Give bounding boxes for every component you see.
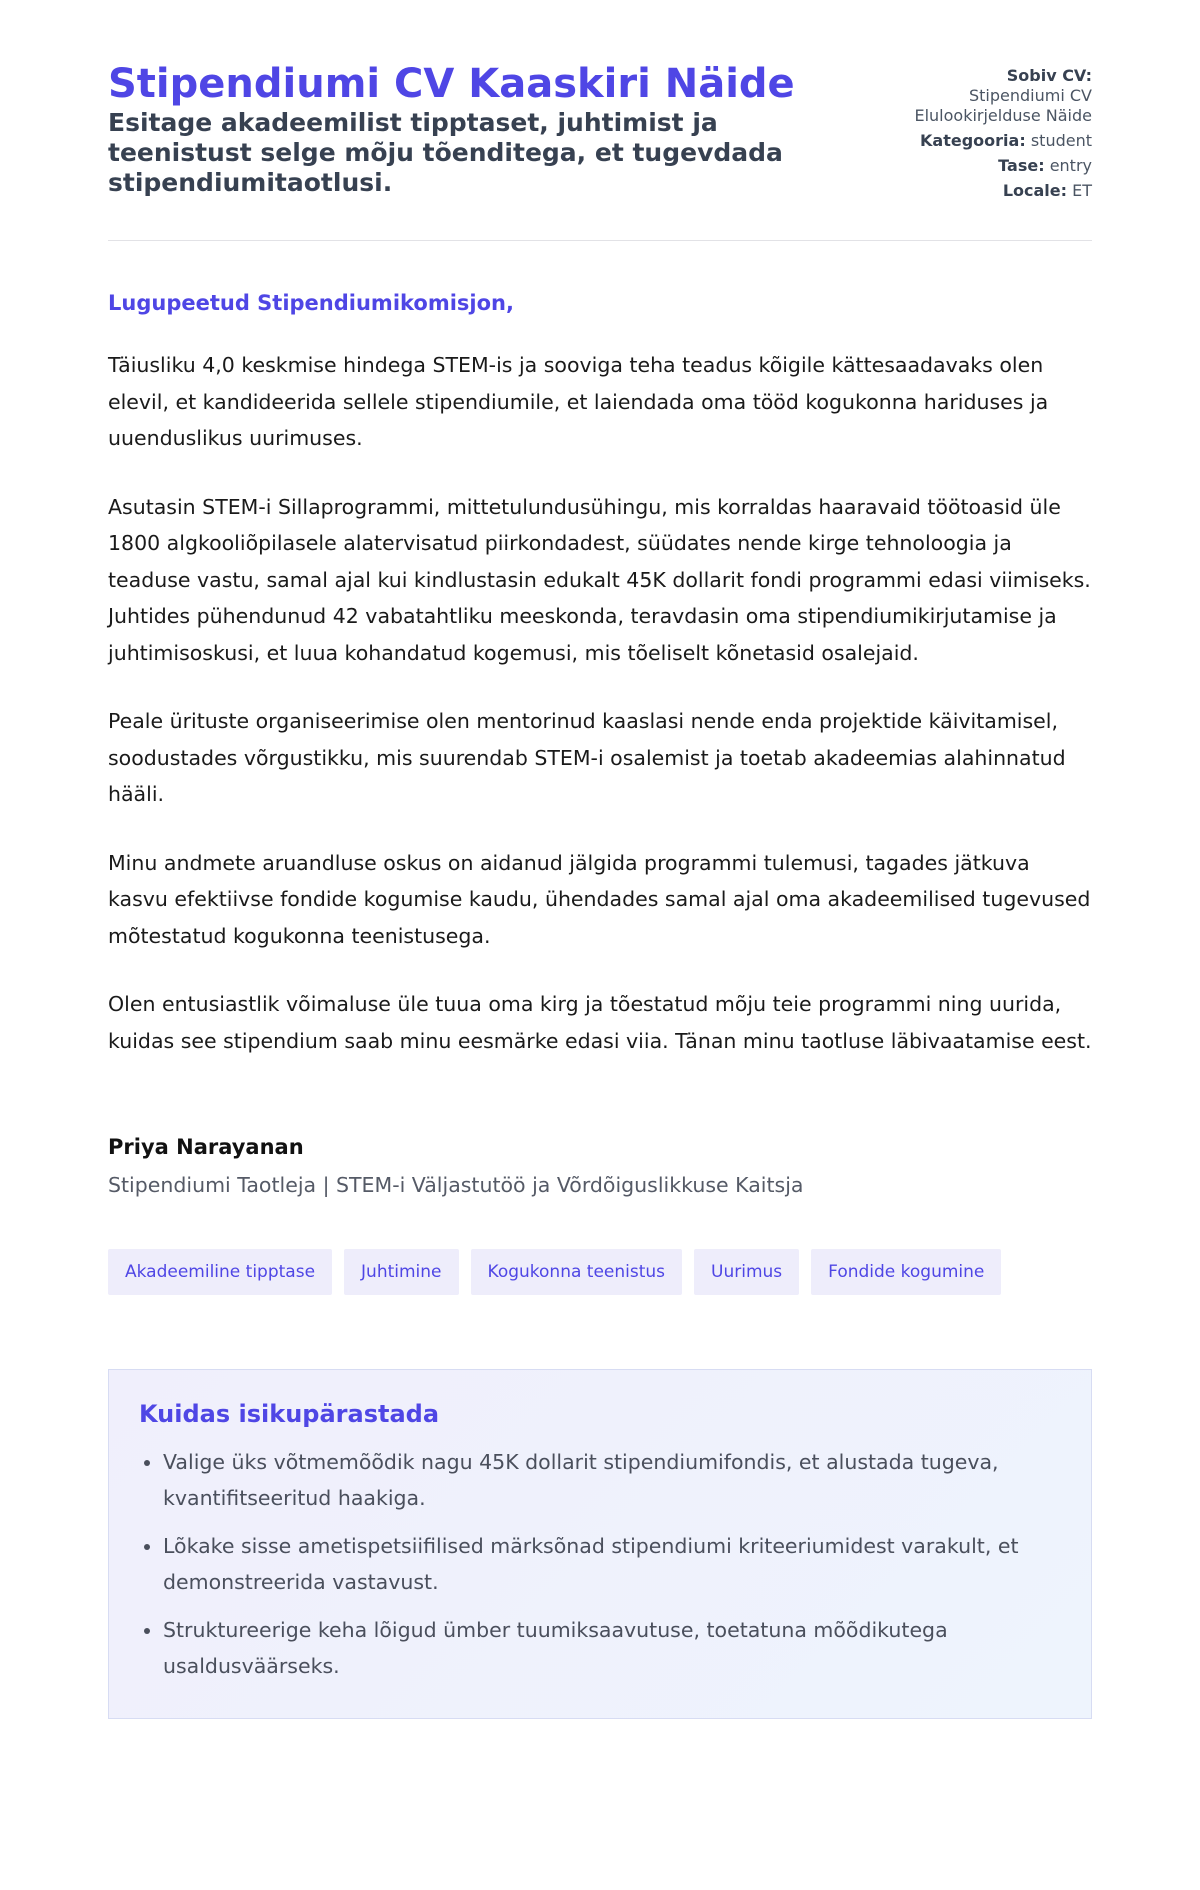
meta-category-label: Kategooria: — [920, 131, 1026, 150]
tag-list — [108, 1249, 1092, 1295]
signature-role: Stipendiumi Taotleja | STEM-i Väljastutöö ja Võrdõiguslikkuse Kaitsja — [108, 1173, 804, 1197]
letter-salutation: Lugupeetud Stipendiumikomisjon, — [108, 291, 514, 315]
meta-fit-cv-line1: Stipendiumi CV — [969, 86, 1092, 105]
meta-locale-label: Locale: — [1002, 181, 1068, 200]
tips-box — [108, 1369, 1092, 1719]
meta-category — [862, 131, 1092, 151]
tips-list — [139, 1444, 1061, 1684]
tips-item: • Struktureerige keha lõigud ümber tuumiksaavutuse, toetatuna mõõdikutega usaldusväärseks. — [163, 1612, 1061, 1684]
tag-chip: Kogukonna teenistus — [471, 1249, 683, 1295]
tips-item: • Lõkake sisse ametispetsiifilised märksõnad stipendiumi kriteeriumidest varakult, et demonstreerida vastavust. — [163, 1528, 1061, 1600]
tag-chip: Akadeemiline tipptase — [108, 1249, 332, 1295]
letter-paragraph: Minu andmete aruandluse oskus on aidanud jälgida programmi tulemusi, tagades jätkuva kasvu efektiivse fondide kogumise kaudu, ühendades samal ajal oma akadeemilised tugevused mõtestatud kogukonna teenistusega. — [108, 850, 1091, 948]
letter-paragraph: Peale ürituste organiseerimise olen mentorinud kaaslasi nende enda projektide käivitamisel, soodustades võrgustikku, mis suurendab STEM-i osalemist ja toetab akadeemias alahinnatud hääli. — [108, 709, 1066, 806]
letter-paragraph: Olen entusiastlik võimaluse üle tuua oma kirg ja tõestatud mõju teie programmi ning uurida, kuidas see stipendium saab minu eesmärke edasi viia. Tänan minu taotluse läbivaatamise eest. — [108, 992, 1092, 1053]
meta-fit-cv — [862, 66, 1092, 126]
meta-level — [862, 156, 1092, 176]
meta-category-value: student — [1030, 131, 1092, 150]
tips-title: Kuidas isikupärastada — [139, 1400, 440, 1428]
meta-locale — [862, 181, 1092, 201]
meta-level-label: Tase: — [998, 156, 1045, 175]
signature-name: Priya Narayanan — [108, 1135, 304, 1159]
page-title: Stipendiumi CV Kaaskiri Näide — [108, 61, 795, 107]
page-subtitle: Esitage akadeemilist tipptaset, juhtimist ja teenistust selge mõju tõenditega, et tugevdada stipendiumitaotlusi. — [108, 108, 783, 197]
meta-locale-value: ET — [1072, 181, 1092, 200]
letter-paragraph: Asutasin STEM-i Sillaprogrammi, mittetulundusühingu, mis korraldas haaravaid töötoasid üle 1800 algkooliõpilasele alatervisatud piirkondadest, süüdates nende kirge tehnoloogia ja teaduse vastu, samal ajal kui kindlustasin edukalt 45K dollarit fondi programmi edasi viimiseks. Juhtides pühendunud 42 vabatahtliku meeskonda, teravdasin oma stipendiumikirjutamise ja juhtimisoskusi, et luua kohandatud kogemusi, mis tõeliselt kõnetasid osalejaid. — [108, 494, 1091, 665]
meta-fit-cv-label: Sobiv CV: — [1006, 66, 1092, 85]
letter-paragraph: Täiusliku 4,0 keskmise hindega STEM-is ja sooviga teha teadus kõigile kättesaadavaks olen elevil, et kandideerida sellele stipendiumile, et laiendada oma tööd kogukonna hariduses ja uuenduslikus uurimuses. — [108, 353, 1049, 450]
meta-fit-cv-line2: Elulookirjelduse Näide — [914, 106, 1092, 125]
title-block — [108, 60, 828, 198]
tag-chip: Juhtimine — [344, 1249, 458, 1295]
header — [108, 60, 1092, 241]
tips-item: • Valige üks võtmemõõdik nagu 45K dollarit stipendiumifondis, et alustada tugeva, kvantifitseeritud haakiga. — [163, 1444, 1061, 1516]
tag-chip: Uurimus — [694, 1249, 799, 1295]
meta-panel — [862, 60, 1092, 206]
meta-level-value: entry — [1049, 156, 1092, 175]
tag-chip: Fondide kogumine — [811, 1249, 1001, 1295]
